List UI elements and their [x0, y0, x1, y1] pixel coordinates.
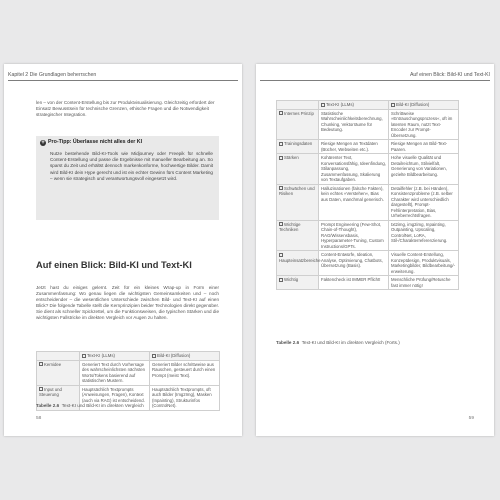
database-icon: [279, 142, 283, 146]
row-label: Stärken: [277, 154, 319, 185]
header-rule: [260, 80, 490, 81]
column-header-bild-ki: Bild-KI (Diffusion): [150, 352, 220, 361]
pro-tip-box: [36, 136, 219, 220]
table-caption: [276, 340, 400, 345]
column-header-bild-ki: Bild-KI (Diffusion): [389, 101, 459, 110]
table-cell: Kohärenter Text, Konversationsfähig, Ideenfindung, Stilanpassung, Zusammenfassung, Skalierung von Textaufgaben.: [319, 154, 389, 185]
row-label: Haupteinsatzbereiche: [277, 251, 319, 276]
table-row: [277, 251, 459, 276]
gear-icon: [279, 111, 283, 115]
table-cell: Menschliche Prüfung/Retusche fast immer nötig!: [389, 276, 459, 290]
pro-tip-title-text: Pro-Tipp: Überlasse nicht alles der KI: [48, 139, 143, 145]
table-cell: Hauptsächlich Textprompts (Anweisungen, Fragen), Kontext (auch via RAG) ist entscheidend.: [80, 385, 150, 410]
table-cell: Generiert Bilder schrittweise aus Rauschen, gesteuert durch einen Prompt (meist Text).: [150, 360, 220, 385]
table-corner-cell: [277, 101, 319, 110]
image-icon: [391, 103, 395, 107]
table-cell: Schrittweise »Entrauschungsprozess«, oft im latenten Raum, nutzt Text-Encoder zur Prompt-Übersetzung.: [389, 109, 459, 140]
header-rule: [8, 80, 238, 81]
row-label: Wichtige Techniken: [277, 220, 319, 251]
summary-paragraph: Jetzt hast du einiges gelernt. Zeit für ein kleines Wrap-up in Form einer Zusammenfassung: Wo genau liegen die wichtigsten Gemeinsamkeiten und – noch entscheidender – die wesentlichen Unterschiede zwischen Bild- und Text-KI auf einen Blick? Die folgende Tabelle stellt die Kernprinzipien beider Technologien direkt gegenüber. Sie dient als schneller Spickzettel, um die Funktionsweisen, die typischen Stärken und die wichtigsten Fallstricke im direkten Vergleich vor Augen zu halten.: [36, 285, 219, 321]
table-header-row: [37, 352, 220, 361]
table-caption: [36, 403, 144, 408]
text-icon: [321, 103, 325, 107]
row-label: Kernidee: [37, 360, 80, 385]
caption-text: Text-KI und Bild-KI im direkten Vergleich (Forts.): [301, 340, 400, 345]
table-cell: txt2img, img2img, Inpainting, Outpainting, Upscaling, ControlNet, LoRA, Stil-/Charakterreferenzierung.: [389, 220, 459, 251]
row-label: Wichtig: [277, 276, 319, 290]
row-label: Schwächen und Risiken: [277, 184, 319, 220]
pro-tip-text: Nutze bestehende Bild-KI-Tools wie Midjourney oder Freepik für schnelle Content-Erstellung und passe die Ergebnisse mit manueller Bearbeitung an. So sparst du Zeit und erhältst dennoch markenkonforme, hochwertige Bilder. Damit wird Bild-KI dein Hype gerecht und ist ein echter Gewinn fürs Content Marketing – wenn sie strategisch und verantwortungsvoll eingesetzt wird.: [50, 151, 213, 181]
table-row: [277, 220, 459, 251]
pin-icon: [279, 222, 283, 226]
caption-text: Text-KI und Bild-KI im direkten Vergleich: [61, 403, 144, 408]
table-cell: Faktencheck ist IMMER Pflicht!: [319, 276, 389, 290]
section-heading: Auf einen Blick: Bild-KI und Text-KI: [36, 260, 192, 270]
comparison-table-continued: [276, 100, 459, 290]
caption-label: Tabelle 2.6: [36, 403, 60, 408]
table-row: [277, 276, 459, 290]
running-head: Auf einen Blick: Bild-KI und Text-KI: [409, 72, 490, 78]
table-cell: Hohe visuelle Qualität und Detailreichtum, Stilvielfalt, Generierung von Variationen, gezielte Bildbearbeitung.: [389, 154, 459, 185]
target-icon: [279, 253, 283, 257]
table-cell: Generiert Text durch Vorhersage des wahrscheinlichsten nächsten Worts/Tokens basierend auf statistischen Mustern.: [80, 360, 150, 385]
intro-paragraph: len – von der Content-Erstellung bis zur Produktvisualisierung. Gleichzeitig erfordert der Einsatz Bewusstsein für technische Grenzen, ethische Fragen und die Notwendigkeit strategischer Integration.: [36, 100, 215, 118]
table-cell: Content-Entwürfe, Ideation, Analyse, Optimierung, Chatbots, Übersetzung (Basis).: [319, 251, 389, 276]
left-page: [4, 64, 242, 436]
row-label: Input und Steuerung: [37, 385, 80, 410]
table-row: [277, 184, 459, 220]
image-icon: [152, 354, 156, 358]
table-corner-cell: [37, 352, 80, 361]
table-row: [277, 154, 459, 185]
warning-icon: [279, 186, 283, 190]
table-cell: Prompt Engineering (Few-Shot, Chain-of-Thought), RAG/Wissensbasis, Hyperparameter-Tuning, Custom Instructions/GPTs.: [319, 220, 389, 251]
table-cell: Detailfehler (z.B. bei Händen), Konsistenzprobleme (z.B. selber Charakter wird unterschiedlich dargestellt), Prompt-Fehlinterpretation, Bias, Urheberrechtsfragen.: [389, 184, 459, 220]
table-row: [277, 109, 459, 140]
running-head: Kapitel 2 Die Grundlagen beherrschen: [8, 72, 97, 78]
comparison-table: [36, 351, 220, 411]
table-header-row: [277, 101, 459, 110]
row-label: Trainingsdaten: [277, 140, 319, 154]
page-number: 58: [36, 416, 42, 421]
text-icon: [82, 354, 86, 358]
table-cell: Statistische Wahrscheinlichkeitsberechnung, Chunking, Vektorräume für Bedeutung.: [319, 109, 389, 140]
table-cell: Riesige Mengen an Textdaten (Bücher, Webseiten etc.).: [319, 140, 389, 154]
right-page: [256, 64, 494, 436]
caption-label: Tabelle 2.6: [276, 340, 300, 345]
table-cell: Visuelle Content-Erstellung, Konzeptdesign, Produktvisuals, Marketingbilder, Bildbearbeitung/-erweiterung.: [389, 251, 459, 276]
plus-circle-icon: +: [41, 140, 45, 146]
page-number: 59: [468, 416, 474, 421]
table-row: [37, 360, 220, 385]
table-cell: Hauptsächlich Textprompts, oft auch Bilder (Img2Img), Masken (Inpainting), Strukturinfos (ControlNet).: [150, 385, 220, 410]
pro-tip-title: [40, 139, 142, 146]
check-icon: [279, 156, 283, 160]
column-header-text-ki: Text-KI (LLMs): [80, 352, 150, 361]
alert-icon: [279, 278, 283, 282]
table-cell: Riesige Mengen an Bild-Text-Paaren.: [389, 140, 459, 154]
keyboard-icon: [39, 387, 43, 391]
table-row: [277, 140, 459, 154]
table-cell: Halluzinationen (falsche Fakten), kein echtes »Verstehen«, Bias aus Daten, manchmal generisch.: [319, 184, 389, 220]
column-header-text-ki: Text-KI (LLMs): [319, 101, 389, 110]
lightbulb-icon: [39, 362, 43, 366]
row-label: Internes Prinzip: [277, 109, 319, 140]
